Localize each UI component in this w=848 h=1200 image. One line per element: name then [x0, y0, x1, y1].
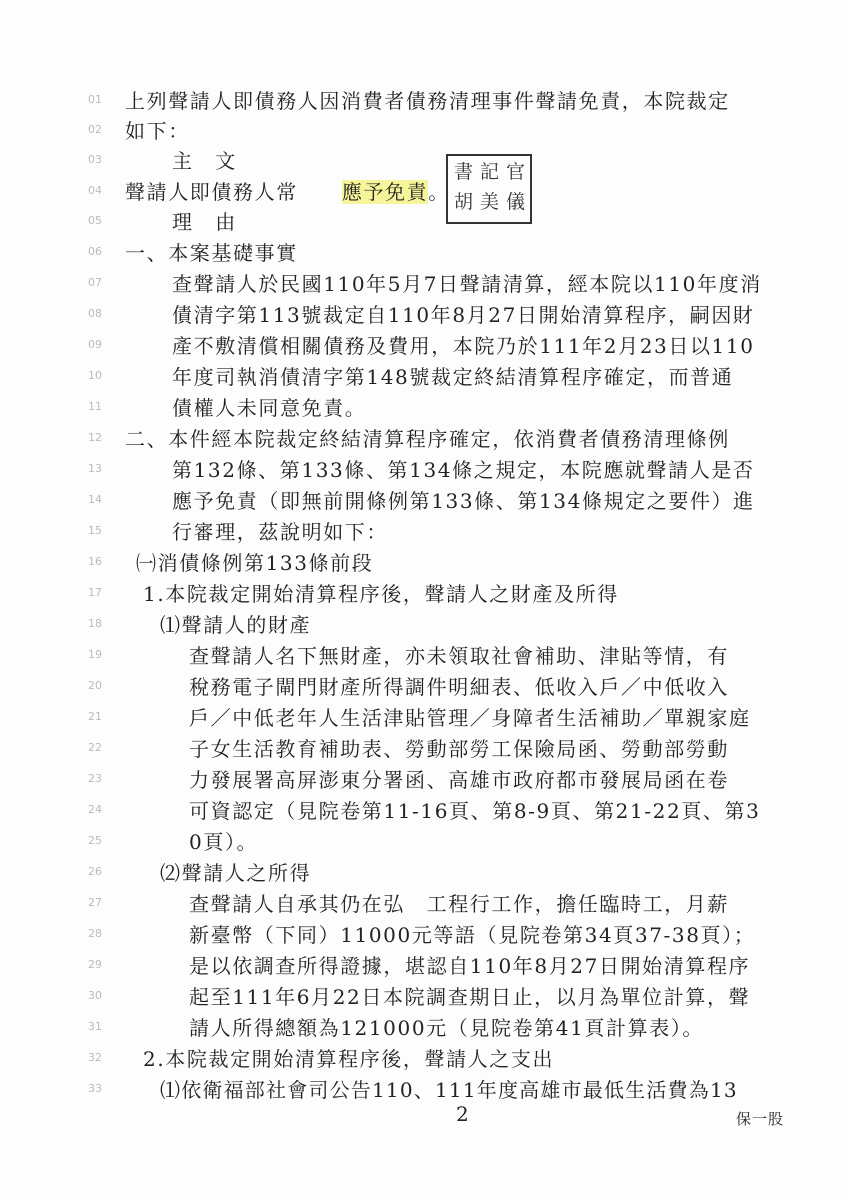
line-number: 13 — [88, 462, 102, 475]
ruling-highlight: 應予免責 — [341, 180, 429, 204]
ruling-party: 聲請人即債務人常 — [125, 180, 298, 204]
line-number: 32 — [88, 1051, 102, 1064]
heading-reason: 理 由 — [172, 210, 237, 234]
line-number: 10 — [88, 369, 102, 382]
line-number: 16 — [88, 555, 102, 568]
text-line: 可資認定（見院卷第11-16頁、第8-9頁、第21-22頁、第3 — [189, 799, 761, 823]
line-number: 12 — [88, 431, 102, 444]
text-line: 產不敷清償相關債務及費用，本院乃於111年2月23日以110 — [172, 334, 755, 358]
line-number: 30 — [88, 989, 102, 1002]
text-line: 如下： — [125, 119, 190, 143]
text-line: 戶／中低老年人生活津貼管理／身障者生活補助／單親家庭 — [189, 706, 751, 730]
line-number: 14 — [88, 493, 102, 506]
line-number: 07 — [88, 276, 102, 289]
line-number: 08 — [88, 307, 102, 320]
line-number: 04 — [88, 184, 102, 197]
line-number: 05 — [88, 214, 102, 227]
line-number: 11 — [88, 400, 102, 413]
line-number: 31 — [88, 1020, 102, 1033]
line-number: 33 — [88, 1082, 102, 1095]
text-line: 子女生活教育補助表、勞動部勞工保險局函、勞動部勞動 — [189, 737, 729, 761]
seal-char: 儀 — [506, 191, 526, 213]
text-line: 2.本院裁定開始清算程序後，聲請人之支出 — [143, 1047, 555, 1071]
text-line: 新臺幣（下同）11000元等語（見院卷第34頁37-38頁）； — [189, 923, 756, 947]
line-number: 17 — [88, 586, 102, 599]
page-number: 2 — [456, 1102, 469, 1126]
text-line: 第132條、第133條、第134條之規定，本院應就聲請人是否 — [172, 458, 755, 482]
line-number: 29 — [88, 958, 102, 971]
line-number: 03 — [88, 153, 102, 166]
line-number: 24 — [88, 803, 102, 816]
line-number: 22 — [88, 741, 102, 754]
text-line: 債清字第113號裁定自110年8月27日開始清算程序，嗣因財 — [172, 303, 755, 327]
text-line: 行審理，茲說明如下： — [172, 520, 388, 544]
text-line: ㈠消債條例第133條前段 — [136, 551, 374, 575]
text-line: 稅務電子閘門財產所得調件明細表、低收入戶／中低收入 — [189, 675, 729, 699]
ruling-line — [125, 179, 450, 205]
line-number: 25 — [88, 834, 102, 847]
line-number: 06 — [88, 245, 102, 258]
line-number: 02 — [88, 123, 102, 136]
text-line: 二、本件經本院裁定終結清算程序確定，依消費者債務清理條例 — [125, 427, 730, 451]
seal-char: 胡 — [454, 191, 474, 213]
text-line: ⑴依衛福部社會司公告110、111年度高雄市最低生活費為13 — [160, 1078, 738, 1102]
text-line: 債權人未同意免責。 — [172, 396, 367, 420]
text-line: ⑴聲請人的財產 — [160, 613, 312, 637]
line-number: 01 — [88, 93, 102, 106]
text-line: 起至111年6月22日本院調查期日止，以月為單位計算，聲 — [189, 985, 751, 1009]
text-line: 年度司執消債清字第148號裁定終結清算程序確定，而普通 — [172, 365, 734, 389]
seal-char: 官 — [506, 161, 526, 183]
text-line: 上列聲請人即債務人因消費者債務清理事件聲請免責，本院裁定 — [125, 89, 730, 113]
line-number: 23 — [88, 772, 102, 785]
line-number: 27 — [88, 896, 102, 909]
text-line: 1.本院裁定開始清算程序後，聲請人之財產及所得 — [143, 582, 619, 606]
text-line: 應予免責（即無前開條例第133條、第134條規定之要件）進 — [172, 489, 755, 513]
text-line: 查聲請人名下無財產，亦未領取社會補助、津貼等情，有 — [189, 644, 729, 668]
text-line: 一、本案基礎事實 — [125, 241, 298, 265]
line-number: 20 — [88, 679, 102, 692]
text-line: 力發展署高屏澎東分署函、高雄市政府都市發展局函在卷 — [189, 768, 729, 792]
seal-char: 美 — [480, 191, 500, 213]
seal-char: 記 — [480, 161, 500, 183]
text-line: ⑵聲請人之所得 — [160, 861, 312, 885]
text-line: 查聲請人自承其仍在弘 工程行工作，擔任臨時工，月薪 — [189, 892, 729, 916]
seal-char: 書 — [454, 161, 474, 183]
text-line: 0頁）。 — [189, 830, 259, 854]
line-number: 26 — [88, 865, 102, 878]
line-number: 15 — [88, 524, 102, 537]
text-line: 請人所得總額為121000元（見院卷第41頁計算表）。 — [189, 1016, 704, 1040]
line-number: 21 — [88, 710, 102, 723]
text-line: 是以依調查所得證據，堪認自110年8月27日開始清算程序 — [189, 954, 751, 978]
ruling-period: 。 — [428, 180, 450, 204]
line-number: 18 — [88, 617, 102, 630]
heading-main-text: 主 文 — [172, 149, 237, 173]
text-line: 查聲請人於民國110年5月7日聲請清算，經本院以110年度消 — [172, 272, 762, 296]
line-number: 19 — [88, 648, 102, 661]
footer-division-label: 保一股 — [736, 1110, 785, 1128]
line-number: 09 — [88, 338, 102, 351]
line-number: 28 — [88, 927, 102, 940]
official-seal-stamp — [446, 154, 532, 224]
